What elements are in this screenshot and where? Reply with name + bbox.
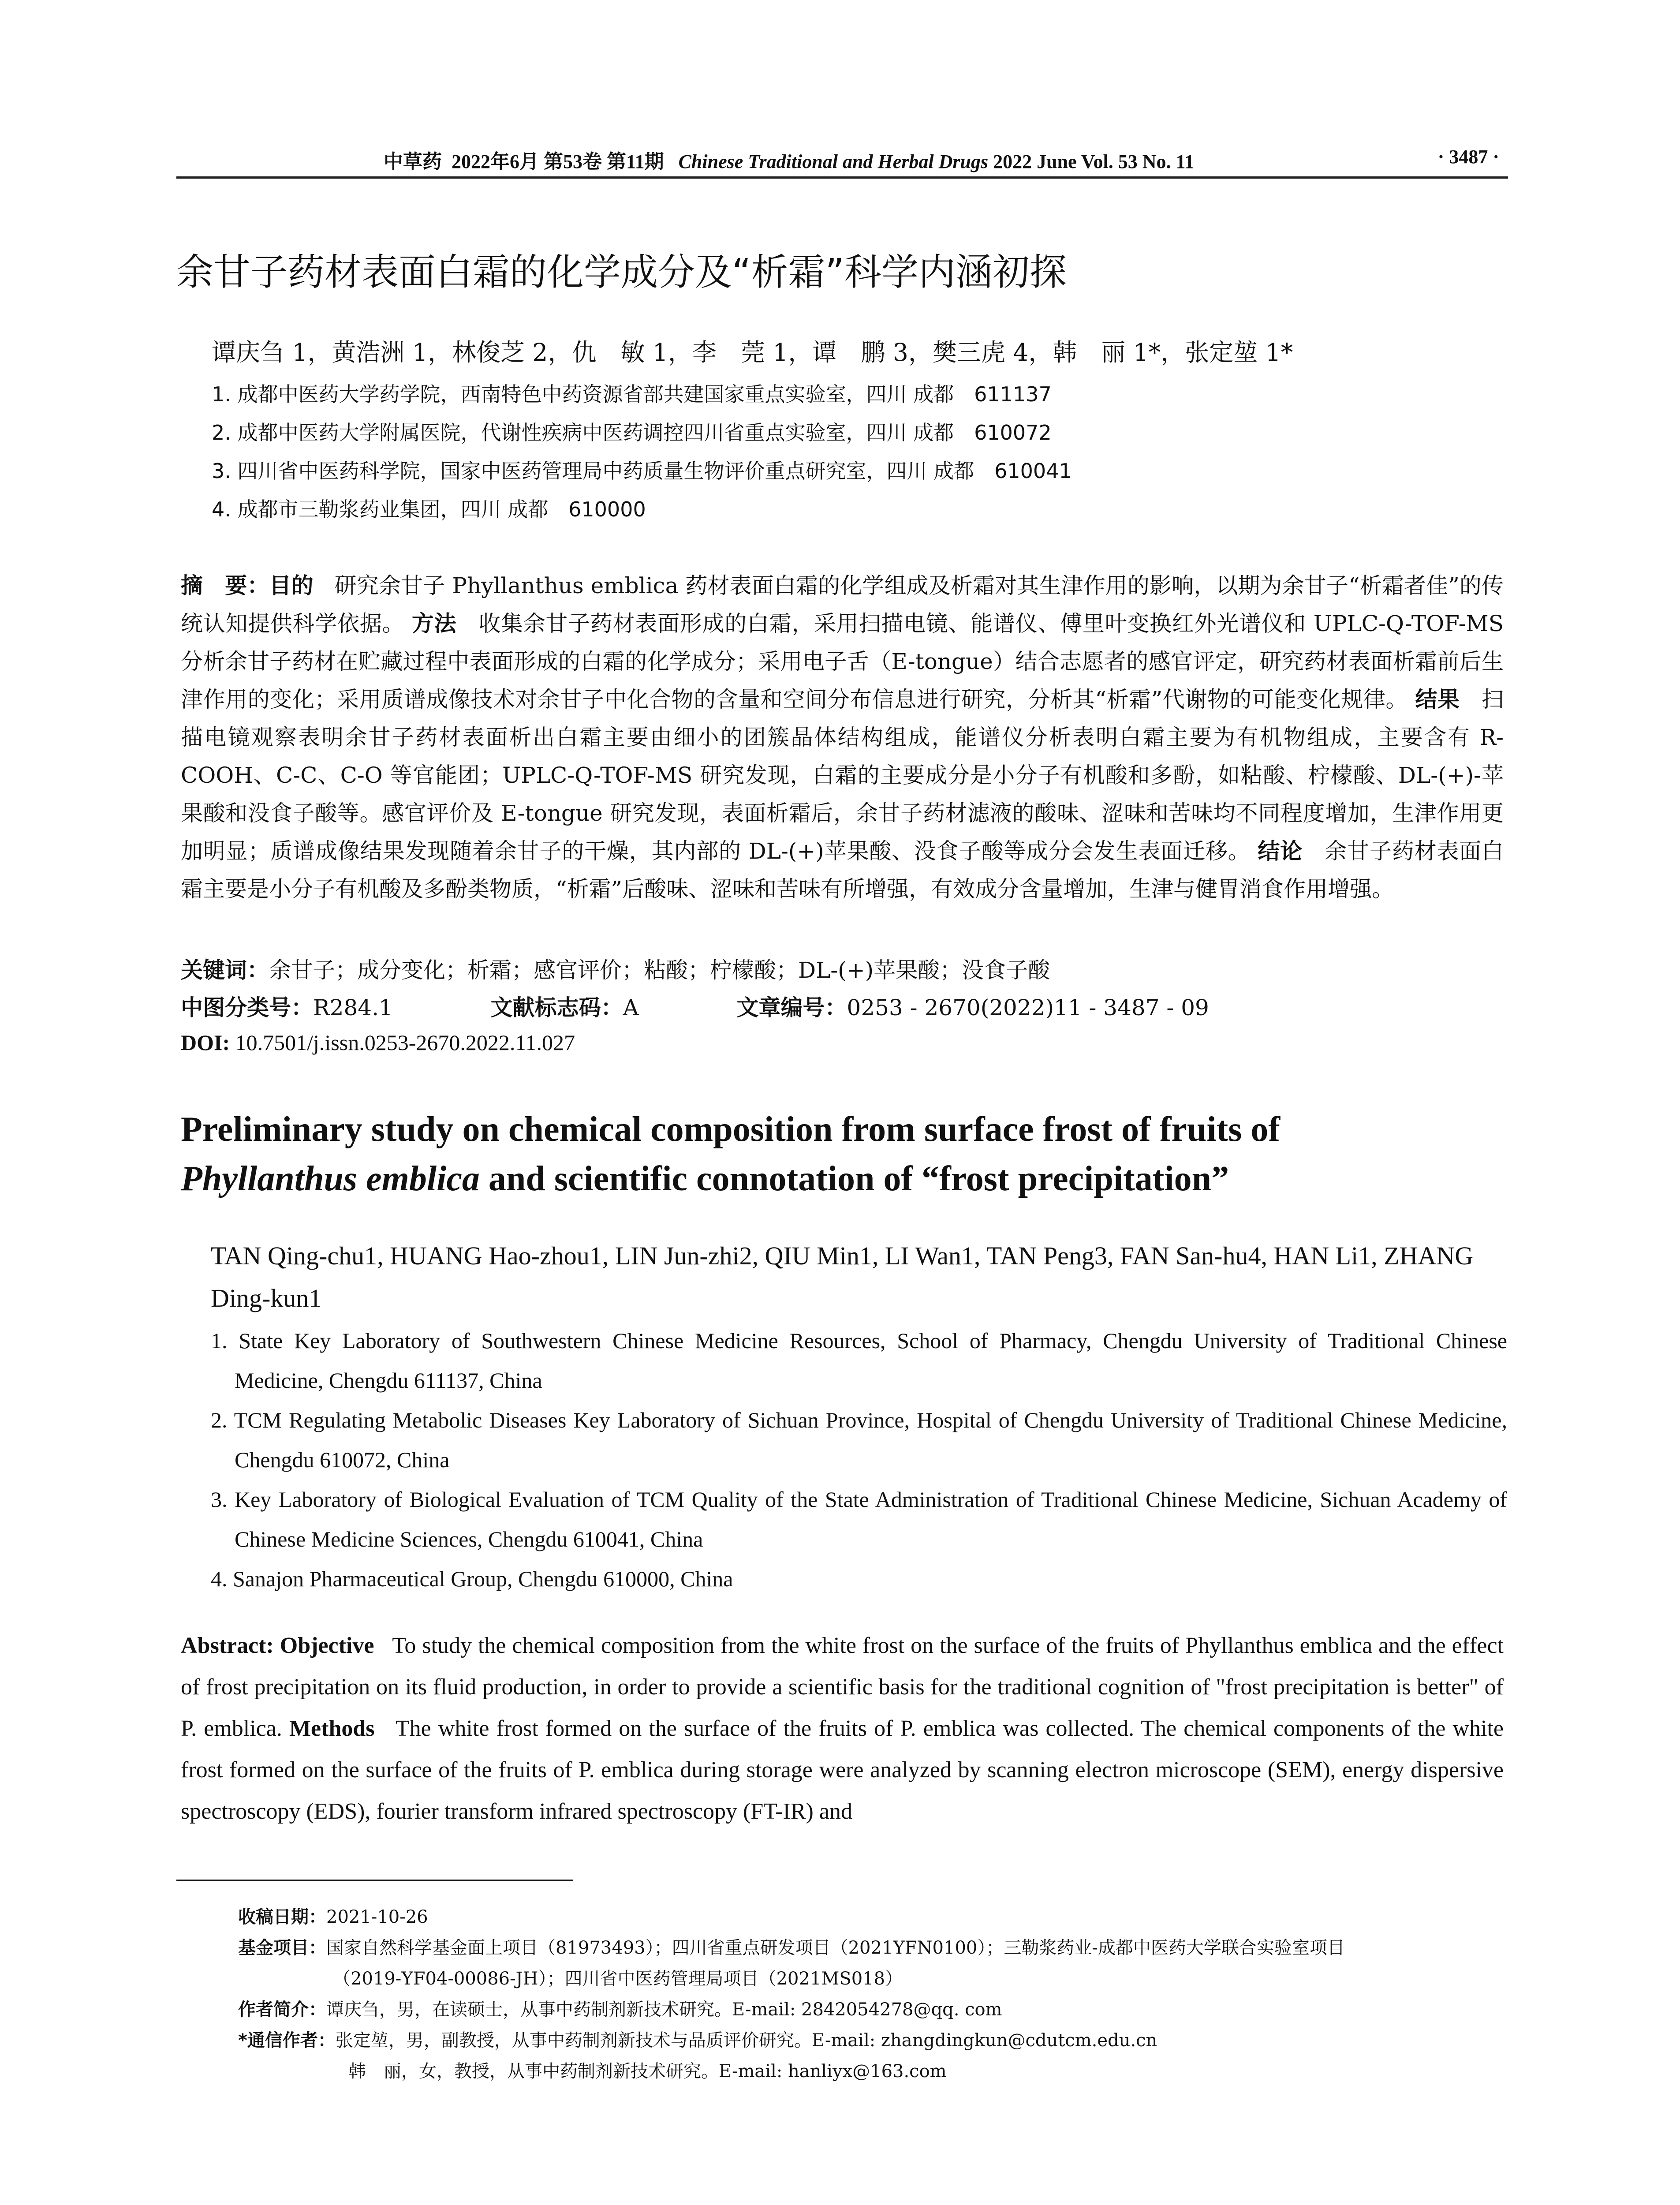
clc-value: R284.1 xyxy=(313,995,393,1020)
english-affiliation-2-text: 2. TCM Regulating Metabolic Diseases Key Laboratory of Sichuan Province, Hospital of Chengdu University of Traditional Chinese Medicine, Chengdu 610072, China xyxy=(211,1408,1507,1472)
chinese-affiliation-3: 3. 四川省中医药科学院，国家中医药管理局中药质量生物评价重点研究室，四川 成都 610041 xyxy=(212,459,1072,483)
conclusion-label-cn: 结论 xyxy=(1258,838,1303,864)
objective-label-cn: 目的 xyxy=(269,573,314,598)
english-title-line-2 xyxy=(181,1154,1512,1203)
doccode-label: 文献标志码： xyxy=(490,995,623,1020)
conclusion-text-cn: 余甘子药材表面白霜主要是小分子有机酸及多酚类物质，“析霜”后酸味、涩味和苦味有所增强，有效成分含量增加，生津与健胃消食作用增强。 xyxy=(181,838,1504,902)
issue-cn: 2022年6月 第53卷 第11期 xyxy=(452,151,664,172)
received-label: 收稿日期： xyxy=(238,1907,326,1927)
journal-name-en: Chinese Traditional and Herbal Drugs xyxy=(678,151,989,172)
results-text-cn: 扫描电镜观察表明余甘子药材表面析出白霜主要由细小的团簇晶体结构组成，能谱仪分析表明白霜主要为有机物组成，主要含有 R-COOH、C-C、C-O 等官能团；UPLC-Q-TOF-MS 研究发现，白霜的主要成分是小分子有机酸和多酚，如粘酸、柠檬酸、DL-(+)-苹果酸和没食子酸等。感官评价及 E-tongue 研究发现，表面析霜后，余甘子药材滤液的酸味、涩味和苦味均不同程度增加，生津作用更加明显；质谱成像结果发现随着余甘子的干燥，其内部的 DL-(+)苹果酸、没食子酸等成分会发生表面迁移。 xyxy=(181,687,1504,864)
chinese-affiliation-1: 1. 成都中医药大学药学院，西南特色中药资源省部共建国家重点实验室，四川 成都 611137 xyxy=(212,382,1052,406)
english-affiliation-1 xyxy=(211,1321,1507,1400)
footnote-corresponding xyxy=(238,2026,1157,2052)
corr-label: *通信作者： xyxy=(238,2030,336,2051)
footnote-received xyxy=(238,1903,428,1928)
author-label: 作者简介： xyxy=(238,1999,326,2020)
doi-value: 10.7501/j.issn.0253-2670.2022.11.027 xyxy=(235,1030,575,1055)
english-title xyxy=(181,1105,1512,1203)
keywords-cn xyxy=(181,953,1050,984)
abstract-label-cn: 摘 要： xyxy=(181,573,269,598)
objective-text-en: To study the chemical composition from the white frost on the surface of the fruits of Phyllanthus emblica and the effect of frost precipitation on its fluid production, in order to provide a scientific basis for the traditional cognition of "frost precipitation is better" of P. emblica. xyxy=(181,1633,1504,1741)
english-affiliation-4 xyxy=(211,1559,1507,1599)
fund-label: 基金项目： xyxy=(238,1938,326,1958)
methods-text-en: The white frost formed on the surface of the fruits of P. emblica was collected. The chemical components of the white frost formed on the surface of the fruits of P. emblica during storage were analyzed by scanning electron microscope (SEM), energy dispersive spectroscopy (EDS), fourier transform infrared spectroscopy (FT-IR) and xyxy=(181,1716,1504,1824)
english-abstract xyxy=(181,1625,1504,1832)
received-value: 2021-10-26 xyxy=(326,1907,428,1927)
chinese-title: 余甘子药材表面白霜的化学成分及“析霜”科学内涵初探 xyxy=(176,250,1067,294)
footnote-fund xyxy=(238,1934,1345,1959)
fund-line-1: 国家自然科学基金面上项目（81973493）；四川省重点研发项目（2021YFN0100）；三勒浆药业-成都中医药大学联合实验室项目 xyxy=(326,1938,1345,1958)
classification-line xyxy=(181,990,1209,1022)
english-authors: TAN Qing-chu1, HUANG Hao-zhou1, LIN Jun-zhi2, QIU Min1, LI Wan1, TAN Peng3, FAN San-hu4, HAN Li1, ZHANG Ding-kun1 xyxy=(211,1241,1474,1312)
fund-line-2: （2019-YF04-00086-JH）；四川省中医药管理局项目（2021MS018） xyxy=(333,1969,903,1989)
article-no-value: 0253 - 2670(2022)11 - 3487 - 09 xyxy=(847,995,1209,1020)
chinese-authors: 谭庆刍 1，黄浩洲 1，林俊芝 2，仇 敏 1，李 莞 1，谭 鹏 3，樊三虎 4，韩 丽 1*，张定堃 1* xyxy=(212,338,1293,366)
keywords-label: 关键词： xyxy=(181,957,269,983)
english-affiliation-1-text: 1. State Key Laboratory of Southwestern Chinese Medicine Resources, School of Pharmacy, Chengdu University of Traditional Chinese Medicine, Chengdu 611137, China xyxy=(211,1328,1507,1393)
corr-value-2: 韩 丽，女，教授，从事中药制剂新技术研究。E-mail: hanliyx@163.com xyxy=(348,2061,947,2082)
objective-label-en: Objective xyxy=(280,1633,374,1658)
english-title-rest: and scientific connotation of “frost precipitation” xyxy=(479,1159,1229,1198)
results-label-cn: 结果 xyxy=(1415,687,1460,712)
article-no-label: 文章编号： xyxy=(736,995,847,1020)
doccode-value: A xyxy=(623,995,639,1020)
methods-text-cn: 收集余甘子药材表面形成的白霜，采用扫描电镜、能谱仪、傅里叶变换红外光谱仪和 UPLC-Q-TOF-MS 分析余甘子药材在贮藏过程中表面形成的白霜的化学成分；采用电子舌（E-tongue）结合志愿者的感官评定，研究药材表面析霜前后生津作用的变化；采用质谱成像技术对余甘子中化合物的含量和空间分布信息进行研究，分析其“析霜”代谢物的可能变化规律。 xyxy=(181,611,1504,712)
chinese-affiliation-4: 4. 成都市三勒浆药业集团，四川 成都 610000 xyxy=(212,497,646,521)
footnote-rule xyxy=(176,1880,573,1881)
chinese-affiliation-2: 2. 成都中医药大学附属医院，代谢性疾病中医药调控四川省重点实验室，四川 成都 610072 xyxy=(212,421,1052,445)
issue-en: 2022 June Vol. 53 No. 11 xyxy=(993,151,1195,172)
page-number: · 3487 · xyxy=(1437,146,1499,168)
corr-value-1: 张定堃，男，副教授，从事中药制剂新技术与品质评价研究。E-mail: zhangdingkun@cdutcm.edu.cn xyxy=(335,2030,1157,2051)
header-journal xyxy=(384,146,1194,174)
english-affiliation-3-text: 3. Key Laboratory of Biological Evaluation of TCM Quality of the State Administration of Traditional Chinese Medicine, Sichuan Academy of Chinese Medicine Sciences, Chengdu 610041, China xyxy=(211,1487,1507,1551)
methods-label-en: Methods xyxy=(289,1716,375,1741)
clc-label: 中图分类号： xyxy=(181,995,313,1020)
english-title-species: Phyllanthus emblica xyxy=(181,1159,480,1198)
doi-line xyxy=(181,1030,575,1055)
objective-text-cn: 研究余甘子 Phyllanthus emblica 药材表面白霜的化学组成及析霜对其生津作用的影响，以期为余甘子“析霜者佳”的传统认知提供科学依据。 xyxy=(181,573,1504,636)
methods-label-cn: 方法 xyxy=(411,611,457,636)
chinese-abstract xyxy=(181,567,1504,908)
doi-label: DOI: xyxy=(181,1030,230,1055)
english-affiliation-4-text: 4. Sanajon Pharmaceutical Group, Chengdu 610000, China xyxy=(211,1566,733,1591)
abstract-label-en: Abstract: xyxy=(181,1633,274,1658)
english-affiliation-3 xyxy=(211,1480,1507,1559)
english-title-line-1: Preliminary study on chemical composition from surface frost of fruits of xyxy=(181,1110,1281,1149)
keywords-text: 余甘子；成分变化；析霜；感官评价；粘酸；柠檬酸；DL-(+)苹果酸；没食子酸 xyxy=(269,957,1050,983)
author-value: 谭庆刍，男，在读硕士，从事中药制剂新技术研究。E-mail: 2842054278@qq. com xyxy=(326,1999,1002,2020)
english-affiliation-2 xyxy=(211,1400,1507,1480)
journal-name-cn: 中草药 xyxy=(384,150,442,173)
running-header xyxy=(176,146,1508,179)
footnote-author xyxy=(238,1996,1002,2021)
